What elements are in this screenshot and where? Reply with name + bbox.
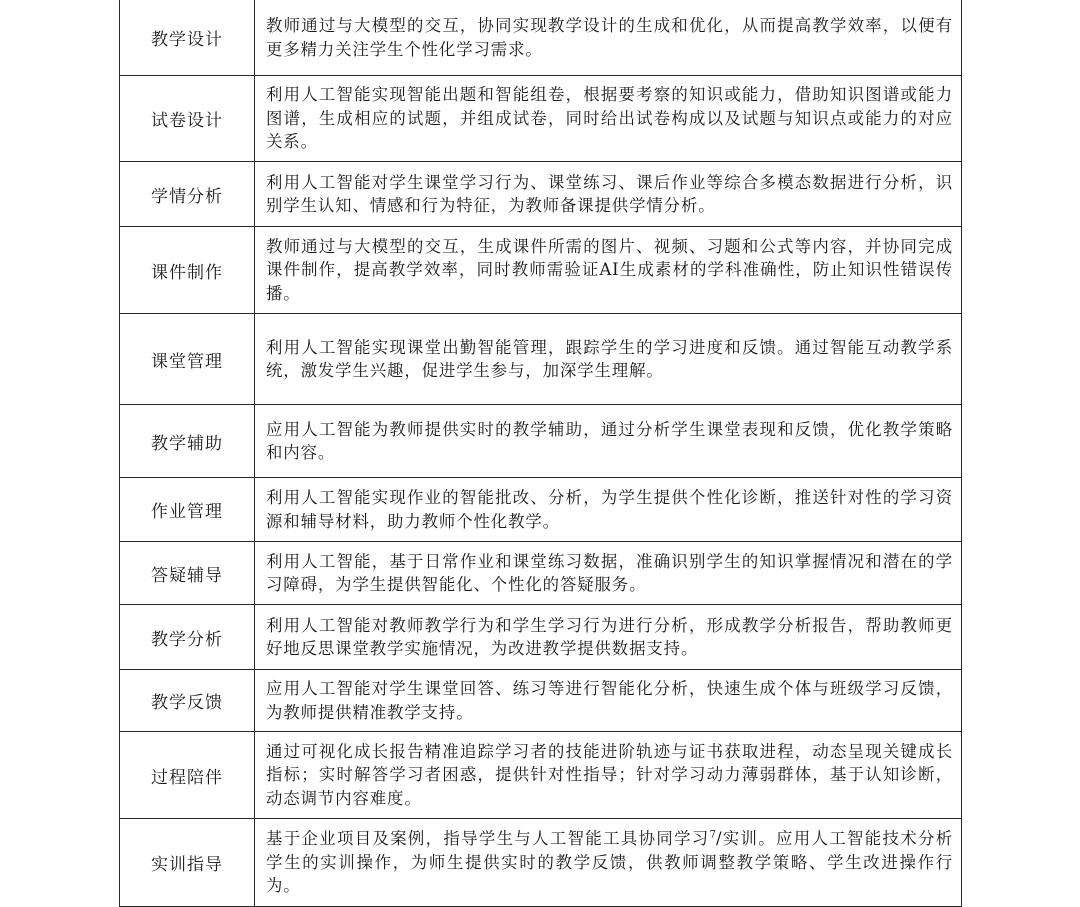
scenario-name-cell: 答疑辅导 [120,542,255,605]
scenario-name-cell: 教学设计 [120,0,255,76]
scenario-name-cell: 教学辅助 [120,405,255,478]
scenario-description: 利用人工智能对学生课堂学习行为、课堂练习、课后作业等综合多模态数据进行分析，识别学生认知、情感和行为特征，为教师备课提供学情分析。 [266,172,953,215]
scenario-name-cell: 过程陪伴 [120,732,255,819]
scenario-description: 利用人工智能实现作业的智能批改、分析，为学生提供个性化诊断，推送针对性的学习资源和辅导材料，助力教师个性化教学。 [266,488,953,531]
table-row [120,732,962,819]
scenario-description: 通过可视化成长报告精准追踪学习者的技能进阶轨迹与证书获取进程，动态呈现关键成长指标；实时解答学习者困惑，提供针对性指导；针对学习动力薄弱群体，基于认知诊断，动态调节内容难度。 [266,741,953,808]
scenario-name-cell: 教学反馈 [120,670,255,732]
scenario-description: 利用人工智能，基于日常作业和课堂练习数据，准确识别学生的知识掌握情况和潜在的学习障碍，为学生提供智能化、个性化的答疑服务。 [266,551,953,594]
scenario-description-cell [255,670,962,732]
table-row [120,478,962,542]
scenario-description-cell [255,0,962,76]
table-row [120,819,962,907]
description-text-after-footnote: /实训。应用人工智能技术分析学生的实训操作，为师生提供实时的教学反馈，供教师调整教学策略、学生改进操作行为。 [266,829,954,896]
scenario-description-cell [255,819,962,907]
scenario-description: 利用人工智能对教师教学行为和学生学习行为进行分析，形成教学分析报告，帮助教师更好地反思课堂教学实施情况，为改进教学提供数据支持。 [266,615,953,658]
table-row [120,605,962,670]
scenario-description-cell [255,478,962,542]
scenario-description: 教师通过与大模型的交互，协同实现教学设计的生成和优化，从而提高教学效率，以便有更多精力关注学生个性化学习需求。 [266,16,953,59]
table-row [120,162,962,227]
scenario-description-cell [255,76,962,162]
description-text-before-footnote: 基于企业项目及案例，指导学生与人工智能工具协同学习 [266,829,710,849]
scenario-name-cell: 课件制作 [120,227,255,314]
scenario-description-cell [255,405,962,478]
scenario-description: 应用人工智能对学生课堂回答、练习等进行智能化分析，快速生成个体与班级学习反馈，为教师提供精准教学支持。 [266,679,953,722]
scenario-name-cell: 学情分析 [120,162,255,227]
table-row [120,314,962,405]
scenario-description-cell [255,732,962,819]
scenario-description-cell [255,314,962,405]
scenario-description-cell [255,227,962,314]
scenario-name-cell: 课堂管理 [120,314,255,405]
scenario-description-cell [255,605,962,670]
scenario-description: 利用人工智能实现课堂出勤智能管理，跟踪学生的学习进度和反馈。通过智能互动教学系统，激发学生兴趣，促进学生参与，加深学生理解。 [266,337,953,380]
scenario-description: 教师通过与大模型的交互，生成课件所需的图片、视频、习题和公式等内容，并协同完成课件制作，提高教学效率，同时教师需验证AI生成素材的学科准确性，防止知识性错误传播。 [266,236,953,303]
table-row [120,542,962,605]
scenario-name-cell: 教学分析 [120,605,255,670]
table-row [120,405,962,478]
footnote-marker[interactable]: 7 [709,829,716,841]
scenario-name-cell: 作业管理 [120,478,255,542]
application-scenarios-table [119,0,962,907]
table-row [120,0,962,76]
scenario-description [266,827,953,898]
scenario-description: 应用人工智能为教师提供实时的教学辅助，通过分析学生课堂表现和反馈，优化教学策略和内容。 [266,419,953,462]
scenario-description-cell [255,162,962,227]
table-body [120,0,962,907]
scenario-description-cell [255,542,962,605]
scenario-name-cell: 试卷设计 [120,76,255,162]
table-row [120,227,962,314]
table-row [120,670,962,732]
scenario-description: 利用人工智能实现智能出题和智能组卷，根据要考察的知识或能力，借助知识图谱或能力图谱，生成相应的试题，并组成试卷，同时给出试卷构成以及试题与知识点或能力的对应关系。 [266,85,953,152]
scenario-name-cell: 实训指导 [120,819,255,907]
table-row [120,76,962,162]
